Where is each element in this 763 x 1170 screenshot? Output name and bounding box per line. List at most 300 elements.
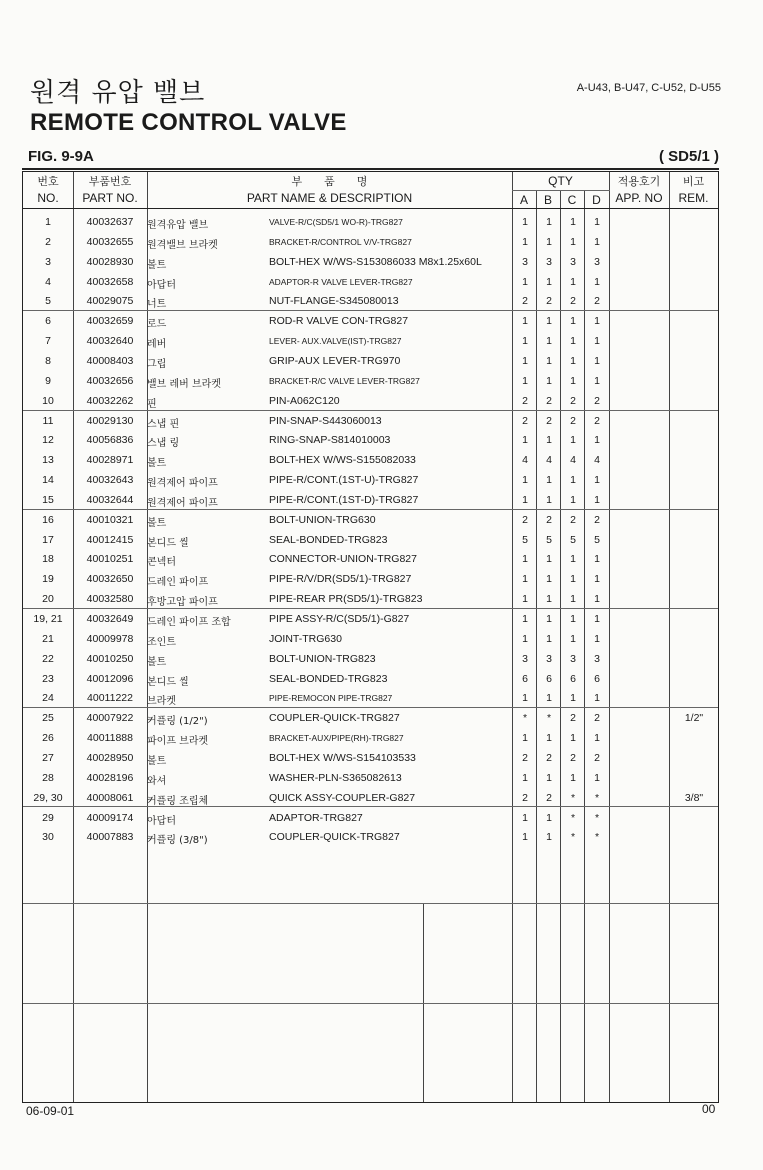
part-description: LEVER- AUX.VALVE(IST)-TRG827 bbox=[269, 336, 402, 347]
part-name-korean: 밸브 레버 브라켓 bbox=[147, 378, 221, 390]
part-description: RING-SNAP-S814010003 bbox=[269, 434, 391, 447]
part-number: 40011222 bbox=[87, 692, 133, 705]
row-number: 20 bbox=[42, 593, 54, 606]
row-number: 11 bbox=[42, 414, 54, 427]
header-remarks: 비고 REM. bbox=[678, 175, 709, 205]
part-description: BOLT-HEX W/WS-S155082033 bbox=[269, 454, 416, 467]
part-number: 40012096 bbox=[86, 672, 134, 685]
header-qty: QTY bbox=[548, 174, 573, 188]
qty-c: 1 bbox=[570, 275, 576, 288]
qty-a: 1 bbox=[522, 354, 528, 367]
part-number: 40032580 bbox=[86, 593, 134, 606]
part-number: 40032262 bbox=[86, 394, 134, 407]
qty-d: 1 bbox=[594, 216, 600, 228]
qty-a: 1 bbox=[522, 593, 528, 606]
qty-b: 6 bbox=[546, 672, 552, 685]
header-no: 번호 NO. bbox=[37, 175, 59, 205]
row-number: 23 bbox=[42, 672, 54, 685]
qty-b: 1 bbox=[546, 315, 552, 328]
table-row bbox=[23, 470, 718, 490]
row-number: 19 bbox=[42, 573, 54, 586]
qty-c: 3 bbox=[570, 255, 576, 268]
qty-c: 2 bbox=[570, 414, 576, 427]
table-row bbox=[23, 430, 718, 450]
qty-c: 1 bbox=[570, 235, 576, 248]
part-name-korean: 그립 bbox=[147, 358, 167, 370]
row-number: 2 bbox=[45, 235, 51, 248]
qty-b: 1 bbox=[546, 732, 552, 745]
part-description: ADAPTOR-R VALVE LEVER-TRG827 bbox=[269, 276, 413, 287]
qty-d: 1 bbox=[594, 354, 600, 367]
table-row bbox=[23, 748, 718, 768]
qty-a: 2 bbox=[522, 751, 528, 764]
qty-d: 1 bbox=[594, 493, 600, 506]
table-row bbox=[23, 629, 718, 649]
qty-d: 6 bbox=[594, 672, 600, 685]
qty-d: 1 bbox=[594, 553, 600, 566]
qty-d: 1 bbox=[594, 275, 600, 288]
part-number: 40032655 bbox=[86, 235, 134, 248]
row-number: 30 bbox=[42, 831, 54, 844]
qty-d: 1 bbox=[594, 235, 600, 248]
qty-a: 1 bbox=[522, 335, 528, 348]
row-number: 19, 21 bbox=[33, 613, 63, 625]
table-row bbox=[23, 252, 718, 272]
qty-d: 1 bbox=[594, 374, 600, 387]
footer-date: 06-09-01 bbox=[26, 1104, 75, 1118]
header-app-no: 적용호기 APP. NO bbox=[615, 175, 663, 205]
qty-a: 1 bbox=[522, 831, 528, 844]
qty-a: 1 bbox=[522, 771, 528, 784]
row-number: 15 bbox=[42, 493, 54, 506]
qty-c: * bbox=[570, 831, 576, 844]
row-number: 17 bbox=[42, 533, 54, 546]
part-description: GRIP-AUX LEVER-TRG970 bbox=[269, 354, 401, 367]
part-description: COUPLER-QUICK-TRG827 bbox=[269, 831, 400, 844]
part-number: 40032640 bbox=[86, 335, 134, 348]
table-row bbox=[23, 212, 718, 232]
qty-divider bbox=[512, 190, 610, 191]
qty-b: 1 bbox=[546, 553, 552, 566]
qty-d: 2 bbox=[594, 414, 600, 427]
table-row bbox=[23, 291, 718, 311]
part-description: WASHER-PLN-S365082613 bbox=[269, 771, 402, 784]
header-qty-a: A bbox=[519, 193, 528, 207]
part-number: 40032650 bbox=[86, 573, 134, 586]
row-number: 10 bbox=[42, 394, 54, 407]
qty-d: 2 bbox=[594, 513, 600, 526]
table-row bbox=[23, 232, 718, 252]
qty-c: 4 bbox=[570, 454, 576, 467]
part-description: ROD-R VALVE CON-TRG827 bbox=[269, 315, 409, 328]
qty-a: 1 bbox=[522, 692, 528, 705]
part-number: 40032649 bbox=[86, 613, 134, 625]
header-qty-d: D bbox=[592, 193, 601, 207]
part-name-korean: 본디드 씰 bbox=[147, 537, 189, 549]
qty-a: 3 bbox=[522, 255, 528, 268]
qty-a: 1 bbox=[522, 374, 528, 387]
part-name-korean: 아답터 bbox=[147, 279, 176, 291]
part-name-korean: 원격밸브 브라켓 bbox=[147, 239, 218, 251]
qty-a: 5 bbox=[522, 533, 528, 546]
part-number: 40028950 bbox=[86, 751, 134, 764]
qty-c: 1 bbox=[570, 771, 576, 784]
qty-c: * bbox=[570, 791, 576, 804]
table-row bbox=[23, 450, 718, 470]
qty-a: 4 bbox=[522, 454, 528, 467]
part-number: 40009978 bbox=[86, 632, 134, 645]
part-name-korean: 레버 bbox=[147, 339, 167, 351]
qty-d: 1 bbox=[594, 613, 600, 625]
part-description: BOLT-HEX W/WS-S154103533 bbox=[269, 751, 416, 764]
qty-b: * bbox=[546, 712, 552, 725]
part-description: PIPE ASSY-R/C(SD5/1)-G827 bbox=[269, 613, 410, 625]
header-rule bbox=[22, 168, 719, 170]
qty-a: 1 bbox=[522, 553, 528, 566]
part-name-korean: 볼트 bbox=[147, 755, 167, 767]
part-number: 40008061 bbox=[86, 791, 134, 804]
qty-d: 1 bbox=[594, 692, 600, 705]
table-row bbox=[23, 708, 718, 728]
part-number: 40056836 bbox=[86, 434, 134, 447]
row-number: 27 bbox=[42, 751, 54, 764]
qty-d: 2 bbox=[594, 751, 600, 764]
qty-b: 1 bbox=[546, 275, 552, 288]
qty-d: 1 bbox=[594, 732, 600, 745]
qty-a: 1 bbox=[522, 493, 528, 506]
qty-c: 1 bbox=[570, 573, 576, 586]
qty-a: 1 bbox=[522, 613, 528, 625]
row-number: 3 bbox=[45, 255, 51, 268]
qty-c: 1 bbox=[570, 732, 576, 745]
table-row bbox=[23, 530, 718, 550]
qty-a: 1 bbox=[522, 573, 528, 586]
parts-table bbox=[22, 171, 719, 1103]
part-name-korean: 원격유압 밸브 bbox=[147, 220, 209, 231]
table-row bbox=[23, 728, 718, 748]
part-number: 40010251 bbox=[86, 553, 134, 566]
part-name-korean: 커플링 조립체 bbox=[147, 795, 209, 807]
table-row bbox=[23, 569, 718, 589]
part-description: SEAL-BONDED-TRG823 bbox=[269, 533, 388, 546]
qty-a: 1 bbox=[522, 275, 528, 288]
header-qty-b: B bbox=[543, 193, 552, 207]
qty-c: 1 bbox=[570, 553, 576, 566]
qty-c: 1 bbox=[570, 434, 576, 447]
qty-a: 1 bbox=[522, 216, 528, 228]
table-row bbox=[23, 331, 718, 351]
row-number: 21 bbox=[42, 632, 54, 645]
qty-b: 1 bbox=[546, 811, 552, 824]
table-row bbox=[23, 669, 718, 689]
model-code: ( SD5/1 ) bbox=[658, 148, 719, 165]
qty-c: 1 bbox=[570, 374, 576, 387]
qty-b: 1 bbox=[546, 335, 552, 348]
qty-c: 2 bbox=[570, 513, 576, 526]
qty-b: 1 bbox=[546, 831, 552, 844]
table-row bbox=[23, 808, 718, 828]
qty-c: 1 bbox=[570, 216, 576, 228]
row-number: 13 bbox=[42, 454, 54, 467]
part-number: 40010321 bbox=[86, 513, 134, 526]
qty-a: 2 bbox=[522, 513, 528, 526]
table-row bbox=[23, 649, 718, 669]
part-name-korean: 로드 bbox=[147, 319, 167, 331]
part-description: PIPE-R/V/DR(SD5/1)-TRG827 bbox=[269, 573, 412, 586]
part-number: 40029075 bbox=[86, 295, 134, 308]
part-description: NUT-FLANGE-S345080013 bbox=[269, 295, 399, 308]
part-name-korean: 원격제어 파이프 bbox=[147, 478, 218, 490]
part-description: JOINT-TRG630 bbox=[269, 632, 342, 645]
part-number: 40011888 bbox=[87, 732, 133, 745]
part-name-korean: 커플링 (3/8") bbox=[147, 835, 208, 847]
table-row bbox=[23, 272, 718, 292]
part-number: 40032656 bbox=[86, 374, 134, 387]
row-number: 28 bbox=[42, 771, 54, 784]
part-name-korean: 아답터 bbox=[147, 815, 176, 827]
part-description: BRACKET-R/C VALVE LEVER-TRG827 bbox=[269, 375, 420, 386]
qty-d: 1 bbox=[594, 474, 600, 487]
part-name-korean: 스냅 링 bbox=[147, 438, 180, 450]
part-name-korean: 볼트 bbox=[147, 656, 167, 668]
qty-b: 1 bbox=[546, 771, 552, 784]
part-name-korean: 볼트 bbox=[147, 458, 167, 470]
qty-d: 1 bbox=[594, 632, 600, 645]
part-name-korean: 파이프 브라켓 bbox=[147, 736, 209, 748]
qty-c: 1 bbox=[570, 354, 576, 367]
row-number: 22 bbox=[42, 652, 54, 665]
row-number: 4 bbox=[45, 275, 51, 288]
remarks: 3/8" bbox=[684, 791, 704, 804]
part-number: 40029130 bbox=[86, 414, 134, 427]
part-name-korean: 와셔 bbox=[147, 775, 167, 787]
part-number: 40032659 bbox=[86, 315, 134, 328]
qty-b: 2 bbox=[546, 414, 552, 427]
qty-a: * bbox=[522, 712, 528, 725]
part-description: PIPE-R/CONT.(1ST-U)-TRG827 bbox=[269, 474, 419, 487]
table-row bbox=[23, 490, 718, 510]
row-number: 9 bbox=[45, 374, 51, 387]
qty-b: 1 bbox=[546, 474, 552, 487]
table-row bbox=[23, 589, 718, 609]
qty-b: 2 bbox=[546, 791, 552, 804]
qty-d: 4 bbox=[594, 454, 600, 467]
qty-d: * bbox=[594, 791, 600, 804]
header-part-no: 부품번호 PART NO. bbox=[82, 175, 138, 205]
qty-b: 1 bbox=[546, 216, 552, 228]
qty-c: 1 bbox=[570, 315, 576, 328]
qty-c: 1 bbox=[570, 474, 576, 487]
qty-a: 1 bbox=[522, 632, 528, 645]
header-qty-c: C bbox=[567, 193, 577, 207]
part-name-korean: 너트 bbox=[147, 299, 167, 311]
row-number: 18 bbox=[42, 553, 54, 566]
qty-b: 2 bbox=[546, 295, 552, 308]
row-number: 12 bbox=[42, 434, 54, 447]
qty-b: 4 bbox=[546, 454, 552, 467]
qty-d: 1 bbox=[594, 771, 600, 784]
row-number: 1 bbox=[45, 216, 51, 228]
part-name-korean: 드레인 파이프 bbox=[147, 577, 209, 589]
part-description: BOLT-HEX W/WS-S153086033 M8x1.25x60L bbox=[269, 255, 482, 268]
qty-a: 1 bbox=[522, 315, 528, 328]
part-description: COUPLER-QUICK-TRG827 bbox=[269, 712, 400, 725]
qty-d: 2 bbox=[594, 394, 600, 407]
qty-a: 3 bbox=[522, 652, 528, 665]
part-name-korean: 원격제어 파이프 bbox=[147, 497, 218, 509]
qty-b: 5 bbox=[546, 533, 552, 546]
table-row bbox=[23, 827, 718, 847]
part-description: ADAPTOR-TRG827 bbox=[269, 811, 363, 824]
qty-c: 2 bbox=[570, 751, 576, 764]
page-title-korean: 원격 유압 밸브 bbox=[30, 78, 206, 108]
part-description: VALVE-R/C(SD5/1 WO-R)-TRG827 bbox=[269, 217, 403, 227]
model-list: A-U43, B-U47, C-U52, D-U55 bbox=[576, 82, 721, 94]
group-separator bbox=[23, 903, 718, 904]
part-number: 40028930 bbox=[86, 255, 134, 268]
qty-b: 3 bbox=[546, 255, 552, 268]
part-name-korean: 커플링 (1/2") bbox=[147, 716, 208, 728]
part-number: 40009174 bbox=[86, 811, 134, 824]
part-description: PIPE-R/CONT.(1ST-D)-TRG827 bbox=[269, 493, 419, 506]
qty-d: 3 bbox=[594, 652, 600, 665]
qty-d: * bbox=[594, 811, 600, 824]
part-name-korean: 조인트 bbox=[147, 636, 176, 648]
row-number: 29 bbox=[42, 811, 54, 824]
qty-d: 1 bbox=[594, 335, 600, 348]
qty-d: 3 bbox=[594, 255, 600, 268]
qty-b: 1 bbox=[546, 493, 552, 506]
qty-a: 2 bbox=[522, 295, 528, 308]
qty-c: 1 bbox=[570, 632, 576, 645]
qty-a: 2 bbox=[522, 414, 528, 427]
qty-b: 1 bbox=[546, 692, 552, 705]
qty-c: 2 bbox=[570, 394, 576, 407]
table-row bbox=[23, 371, 718, 391]
qty-d: 5 bbox=[594, 533, 600, 546]
row-number: 7 bbox=[45, 335, 51, 348]
table-row bbox=[23, 311, 718, 331]
part-name-korean: 콘넥터 bbox=[147, 557, 176, 569]
table-row bbox=[23, 351, 718, 371]
part-number: 40032643 bbox=[86, 474, 134, 487]
table-row bbox=[23, 549, 718, 569]
table-row bbox=[23, 391, 718, 411]
row-number: 26 bbox=[42, 732, 54, 745]
page-number: 00 bbox=[702, 1102, 716, 1116]
row-number: 25 bbox=[42, 712, 54, 725]
table-row bbox=[23, 768, 718, 788]
part-description: PIPE-REMOCON PIPE-TRG827 bbox=[269, 693, 393, 704]
part-number: 40028971 bbox=[86, 454, 134, 467]
part-description: BOLT-UNION-TRG823 bbox=[269, 652, 376, 665]
qty-c: 6 bbox=[570, 672, 576, 685]
part-description: QUICK ASSY-COUPLER-G827 bbox=[269, 791, 416, 804]
part-description: PIN-A062C120 bbox=[269, 394, 340, 407]
qty-c: 1 bbox=[570, 613, 576, 625]
table-row bbox=[23, 510, 718, 530]
header-part-name: 부 품 명 PART NAME & DESCRIPTION bbox=[246, 175, 413, 205]
qty-a: 1 bbox=[522, 474, 528, 487]
part-name-korean: 볼트 bbox=[147, 517, 167, 529]
qty-b: 1 bbox=[546, 613, 552, 625]
page-title: REMOTE CONTROL VALVE bbox=[30, 109, 347, 136]
table-row bbox=[23, 788, 718, 808]
part-number: 40032637 bbox=[86, 216, 134, 228]
part-name-korean: 드레인 파이프 조합 bbox=[147, 617, 231, 628]
qty-c: 1 bbox=[570, 335, 576, 348]
remarks: 1/2" bbox=[684, 712, 704, 725]
part-number: 40008403 bbox=[86, 354, 134, 367]
part-description: BOLT-UNION-TRG630 bbox=[269, 513, 376, 526]
part-name-korean: 본디드 씰 bbox=[147, 676, 189, 688]
part-description: SEAL-BONDED-TRG823 bbox=[269, 672, 388, 685]
qty-b: 2 bbox=[546, 751, 552, 764]
qty-a: 1 bbox=[522, 434, 528, 447]
qty-d: 1 bbox=[594, 593, 600, 606]
row-number: 24 bbox=[42, 692, 54, 705]
row-number: 16 bbox=[42, 513, 54, 526]
row-number: 6 bbox=[45, 315, 51, 328]
part-description: PIN-SNAP-S443060013 bbox=[269, 414, 382, 427]
part-name-korean: 후방고압 파이프 bbox=[147, 597, 218, 609]
row-number: 5 bbox=[45, 295, 51, 308]
part-description: CONNECTOR-UNION-TRG827 bbox=[269, 553, 417, 566]
part-description: BRACKET-R/CONTROL V/V-TRG827 bbox=[269, 236, 412, 247]
part-description: BRACKET-AUX/PIPE(RH)-TRG827 bbox=[269, 733, 404, 744]
header-bottom-line bbox=[23, 208, 718, 209]
qty-a: 1 bbox=[522, 811, 528, 824]
qty-c: 2 bbox=[570, 712, 576, 725]
qty-d: 2 bbox=[594, 712, 600, 725]
qty-c: 2 bbox=[570, 295, 576, 308]
qty-b: 1 bbox=[546, 374, 552, 387]
qty-a: 1 bbox=[522, 235, 528, 248]
qty-b: 1 bbox=[546, 593, 552, 606]
part-number: 40032644 bbox=[86, 493, 134, 506]
qty-c: 5 bbox=[570, 533, 576, 546]
part-name-korean: 브라켓 bbox=[147, 696, 176, 708]
qty-b: 1 bbox=[546, 235, 552, 248]
qty-d: 2 bbox=[594, 295, 600, 308]
qty-d: 1 bbox=[594, 315, 600, 328]
row-number: 29, 30 bbox=[33, 791, 63, 804]
qty-c: 1 bbox=[570, 692, 576, 705]
qty-a: 6 bbox=[522, 672, 528, 685]
qty-c: 1 bbox=[570, 593, 576, 606]
part-description: PIPE-REAR PR(SD5/1)-TRG823 bbox=[269, 593, 423, 606]
group-separator bbox=[23, 1003, 718, 1004]
figure-number: FIG. 9-9A bbox=[28, 148, 94, 165]
qty-c: 1 bbox=[570, 493, 576, 506]
qty-d: 1 bbox=[594, 573, 600, 586]
part-number: 40028196 bbox=[86, 771, 134, 784]
qty-b: 2 bbox=[546, 513, 552, 526]
row-number: 14 bbox=[42, 474, 54, 487]
qty-b: 1 bbox=[546, 573, 552, 586]
qty-b: 2 bbox=[546, 394, 552, 407]
part-number: 40032658 bbox=[86, 275, 134, 288]
qty-c: * bbox=[570, 811, 576, 824]
qty-d: * bbox=[594, 831, 600, 844]
part-number: 40012415 bbox=[86, 533, 134, 546]
qty-d: 1 bbox=[594, 434, 600, 447]
qty-a: 2 bbox=[522, 394, 528, 407]
row-number: 8 bbox=[45, 354, 51, 367]
part-name-korean: 스냅 핀 bbox=[147, 418, 180, 430]
qty-b: 1 bbox=[546, 632, 552, 645]
qty-b: 3 bbox=[546, 652, 552, 665]
